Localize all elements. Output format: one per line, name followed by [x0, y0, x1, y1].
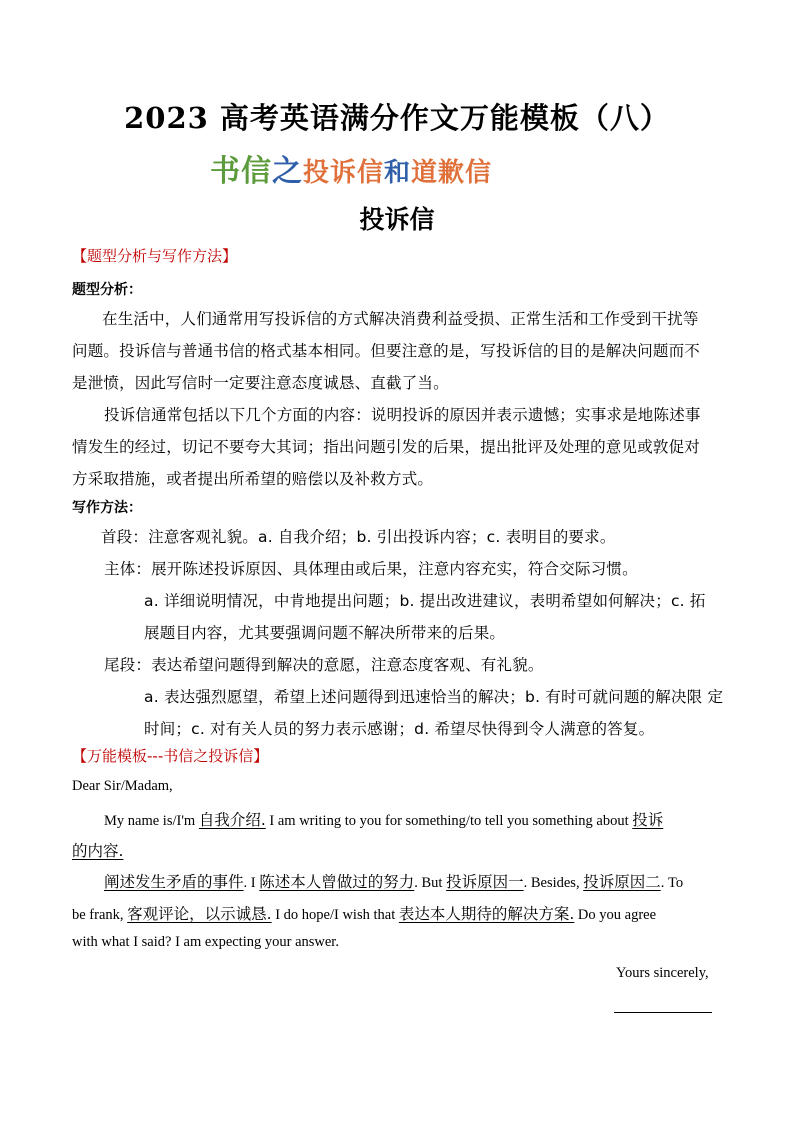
section-heading: 投诉信: [359, 205, 435, 234]
letter-text: I am writing to you for something/to tell you something about: [265, 813, 633, 829]
letter-text: I do hope/I wish that: [271, 907, 399, 923]
letter-text: be frank,: [72, 907, 128, 923]
blank-objective-comment: 客观评论，以示诚恳.: [127, 905, 272, 923]
letter-line1: [104, 808, 663, 830]
page-subtitle: [210, 146, 492, 190]
analysis-p1-line2: 问题。投诉信与普通书信的格式基本相同。但要注意的是，写投诉信的目的是解决问题而不: [72, 342, 701, 360]
letter-text: . Besides,: [523, 875, 584, 891]
method-label: 写作方法：: [72, 500, 142, 516]
letter-text: . But: [414, 875, 447, 891]
analysis-p2-line2: 情发生的经过，切记不要夸大其词；指出问题引发的后果，提出批评及处理的意见或敦促对: [72, 438, 701, 456]
analysis-p2-line3: 方采取措施，或者提出所希望的赔偿以及补救方式。: [72, 470, 434, 488]
section-tag-analysis: 【题型分析与写作方法】: [72, 247, 238, 265]
letter-closing: Yours sincerely,: [616, 965, 709, 981]
subtitle-part-complaint: 投诉信: [303, 158, 385, 188]
letter-text: . To: [660, 875, 684, 891]
letter-line3: [104, 870, 683, 892]
method-last-detail-line2: 时间；c. 对有关人员的努力表示感谢；d. 希望尽快得到令人满意的答复。: [144, 720, 655, 738]
blank-self-intro: 自我介绍.: [198, 811, 266, 829]
analysis-p1-line1: 在生活中，人们通常用写投诉信的方式解决消费利益受损、正常生活和工作受到干扰等: [102, 310, 699, 328]
analysis-p1-line3: 是泄愤，因此写信时一定要注意态度诚恳、直截了当。: [72, 374, 449, 392]
letter-text: Do you agree: [574, 907, 657, 923]
letter-line5: with what I said? I am expecting your answer.: [72, 934, 339, 950]
method-last-para: 尾段：表达希望问题得到解决的意愿，注意态度客观、有礼貌。: [104, 656, 544, 674]
method-body-detail-line1: a. 详细说明情况，中肯地提出问题；b. 提出改进建议，表明希望如何解决；c. 拓: [144, 592, 706, 610]
section-tag-template: 【万能模板---书信之投诉信】: [72, 747, 269, 765]
blank-reason-one: 投诉原因一: [446, 873, 524, 891]
subtitle-part-letter: 书信: [210, 154, 272, 189]
letter-line2: [72, 839, 123, 861]
method-first-para: 首段：注意客观礼貌。a. 自我介绍；b. 引出投诉内容；c. 表明目的要求。: [101, 528, 616, 546]
subtitle-part-and: 和: [384, 158, 412, 188]
blank-desired-solution: 表达本人期待的解决方案.: [398, 905, 575, 923]
method-body: 主体：展开陈述投诉原因、具体理由或后果，注意内容充实，符合交际习惯。: [104, 560, 638, 578]
signature-line: [614, 1012, 712, 1013]
letter-text: . I: [243, 875, 260, 891]
blank-reason-two: 投诉原因二: [583, 873, 661, 891]
blank-complaint-content-cont: 的内容.: [72, 842, 124, 860]
analysis-label: 题型分析：: [72, 282, 142, 298]
letter-text: My name is/I'm: [104, 813, 199, 829]
page-title: 2023 高考英语满分作文万能模板（八）: [124, 101, 670, 135]
blank-past-efforts: 陈述本人曾做过的努力: [259, 873, 415, 891]
analysis-p2-line1: 投诉信通常包括以下几个方面的内容：说明投诉的原因并表示遗憾；实事求是地陈述事: [104, 406, 701, 424]
letter-line4: [72, 902, 656, 924]
blank-conflict-event: 阐述发生矛盾的事件: [104, 873, 244, 891]
method-body-detail-line2: 展题目内容，尤其要强调问题不解决所带来的后果。: [144, 624, 506, 642]
letter-greeting: Dear Sir/Madam,: [72, 778, 173, 794]
subtitle-part-apology: 道歉信: [411, 158, 493, 188]
subtitle-part-of: 之: [272, 154, 303, 189]
blank-complaint-content: 投诉: [632, 811, 664, 829]
method-last-detail-line1: a. 表达强烈愿望，希望上述问题得到迅速恰当的解决；b. 有时可就问题的解决限 定: [144, 688, 724, 706]
